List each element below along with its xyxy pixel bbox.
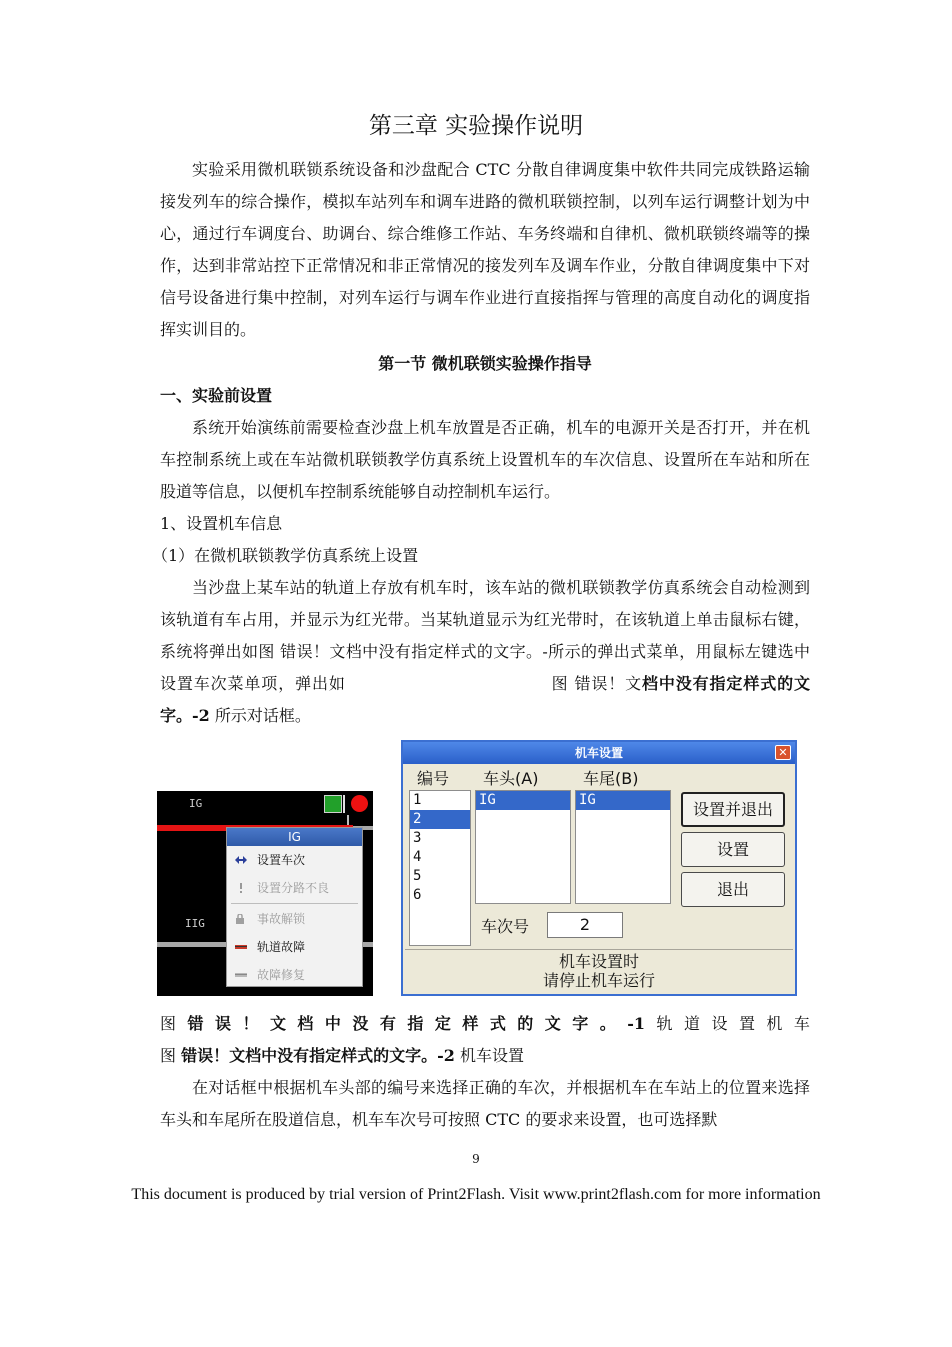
tail-track-list[interactable] [575,790,671,904]
context-menu [226,827,363,987]
menu-item-label: 故障修复 [257,968,306,982]
setup-paragraph: 系统开始演练前需要检查沙盘上机车放置是否正确，机车的电源开关是否打开，并在机车控制系统上或在车站微机联锁教学仿真系统上设置机车的车次信息、设置所在车站和所在股道等信息，以便机车控制系统能够自动控制机车运行。 [160,418,810,501]
locomotive-setting-dialog [401,740,797,996]
signal-red-icon [351,795,368,812]
caption1-token: ！ [242,1014,259,1033]
heading-sim-system: （1）在微机联锁教学仿真系统上设置 [152,546,419,565]
menu-item-shunt-fault[interactable] [227,874,362,902]
caption1-token: -1 [627,1014,646,1033]
caption1-token: 。 [599,1014,616,1033]
detection-text: 当沙盘上某车站的轨道上存放有机车时，该车站的微机联锁教学仿真系统会自动检测到该轨道有车占用，并显示为红光带。当某轨道显示为红光带时，在该轨道上单击鼠标右键，系统将弹出如图 错误！文档中没有指定样式的文字。-所示的弹出式菜单，用鼠标左键选中设置车次菜单项，弹出如 [160,578,810,693]
context-menu-title: IG [227,828,362,846]
figure-ref-a: 图 错误！文 [550,674,643,693]
menu-separator [231,903,358,904]
detection-text-end: 所示对话框。 [209,706,311,725]
track-label-iig: IIG [185,917,205,930]
dialog-message [405,949,793,992]
heading-set-locomotive: 1、设置机车信息 [160,514,283,533]
dialog-title-bar [403,742,795,764]
menu-item-set-train-no[interactable] [227,846,362,874]
col-head-header: 车头(A) [483,769,539,788]
caption1-token: 中 [324,1014,341,1033]
number-list[interactable] [409,790,471,946]
dialog-message-line1: 机车设置时 [558,952,639,971]
caption2-error-text: 错误！文档中没有指定样式的文字。-2 [181,1046,455,1065]
caption2-prefix: 图 [160,1046,182,1065]
train-number-label: 车次号 [481,917,530,936]
list-item-selected[interactable]: IG [476,791,570,810]
list-item[interactable]: 6 [413,887,422,903]
caption1-token: 轨 [656,1014,673,1033]
caption1-token: 档 [297,1014,314,1033]
track-context-menu-figure [157,791,373,996]
train-number-input[interactable]: 2 [547,912,623,938]
caption1-token: 图 [160,1014,177,1033]
dialog-title: 机车设置 [574,746,623,760]
dialog-instructions-paragraph: 在对话框中根据机车头部的编号来选择正确的车次，并根据机车在车站上的位置来选择车头和车尾所在股道信息，机车车次号可按照 CTC 的要求来设置，也可选择默 [160,1078,810,1129]
caption1-token: 字 [572,1014,589,1033]
heading-pre-setup: 一、实验前设置 [160,386,273,405]
page-number: 9 [472,1152,480,1166]
track-label-ig: IG [189,797,203,810]
list-item[interactable]: 3 [413,830,422,846]
caption1-token: 式 [489,1014,506,1033]
signal-green-icon [324,795,342,813]
col-number-header: 编号 [417,769,450,788]
menu-item-label: 事故解锁 [257,912,306,926]
list-item[interactable]: 1 [413,792,422,808]
set-button[interactable]: 设置 [681,832,785,867]
signal-post-icon [343,795,345,813]
close-icon[interactable]: ✕ [775,745,791,760]
menu-item-label: 设置车次 [257,853,306,867]
menu-item-track-fault[interactable] [227,933,362,961]
caption1-token: 置 [738,1014,755,1033]
caption1-token: 设 [711,1014,728,1033]
caption2-suffix: 机车设置 [454,1046,524,1065]
caption1-token: 车 [793,1014,810,1033]
track-fault-icon [235,942,247,952]
col-tail-header: 车尾(B) [583,769,639,788]
detection-paragraph [160,572,810,732]
dialog-message-line2: 请停止机车运行 [542,971,655,990]
chapter-title: 第三章 实验操作说明 [368,113,584,139]
caption1-token: 没 [352,1014,369,1033]
caption1-token: 指 [407,1014,424,1033]
menu-item-accident-unlock[interactable] [227,905,362,933]
figure-caption-2 [160,1040,810,1072]
head-track-list[interactable] [475,790,571,904]
caption1-token: 文 [269,1014,286,1033]
train-icon [235,855,247,865]
caption1-token: 误 [214,1014,231,1033]
caption1-token: 样 [462,1014,479,1033]
menu-item-fault-repair[interactable] [227,961,362,989]
caption1-token: 定 [434,1014,451,1033]
set-and-exit-button[interactable]: 设置并退出 [681,792,785,827]
caption1-token: 机 [766,1014,783,1033]
track-repair-icon [235,970,247,980]
list-item[interactable]: 5 [413,868,422,884]
track-insulation-icon [347,815,349,825]
list-item-selected[interactable]: 2 [410,810,470,829]
exit-button[interactable]: 退出 [681,872,785,907]
caption1-token: 错 [187,1014,204,1033]
section-title: 第一节 微机联锁实验操作指导 [378,354,592,373]
menu-item-label: 轨道故障 [257,940,306,954]
warning-icon [235,883,247,893]
caption1-token: 道 [683,1014,700,1033]
figure-ref-b: 档中没有指定样式的文字。-2 [160,674,810,725]
caption1-token: 文 [544,1014,561,1033]
caption1-token: 有 [379,1014,396,1033]
trial-footer-notice: This document is produced by trial version of Print2Flash. Visit www.print2flash.com for more information [131,1186,821,1203]
lock-icon [235,914,247,924]
menu-item-label: 设置分路不良 [257,881,330,895]
list-item-selected[interactable]: IG [576,791,670,810]
caption1-token: 的 [517,1014,534,1033]
figure-caption-1 [160,1010,810,1038]
list-item[interactable]: 4 [413,849,422,865]
intro-paragraph: 实验采用微机联锁系统设备和沙盘配合 CTC 分散自律调度集中软件共同完成铁路运输接发列车的综合操作，模拟车站列车和调车进路的微机联锁控制，以列车运行调整计划为中心，通过行车调度台、助调台、综合维修工作站、车务终端和自律机、微机联锁终端等的操作，达到非常站控下正常情况和非正常情况的接发列车及调车作业，分散自律调度集中下对信号设备进行集中控制，对列车运行与调车作业进行直接指挥与管理的高度自动化的调度指挥实训目的。 [160,160,810,339]
